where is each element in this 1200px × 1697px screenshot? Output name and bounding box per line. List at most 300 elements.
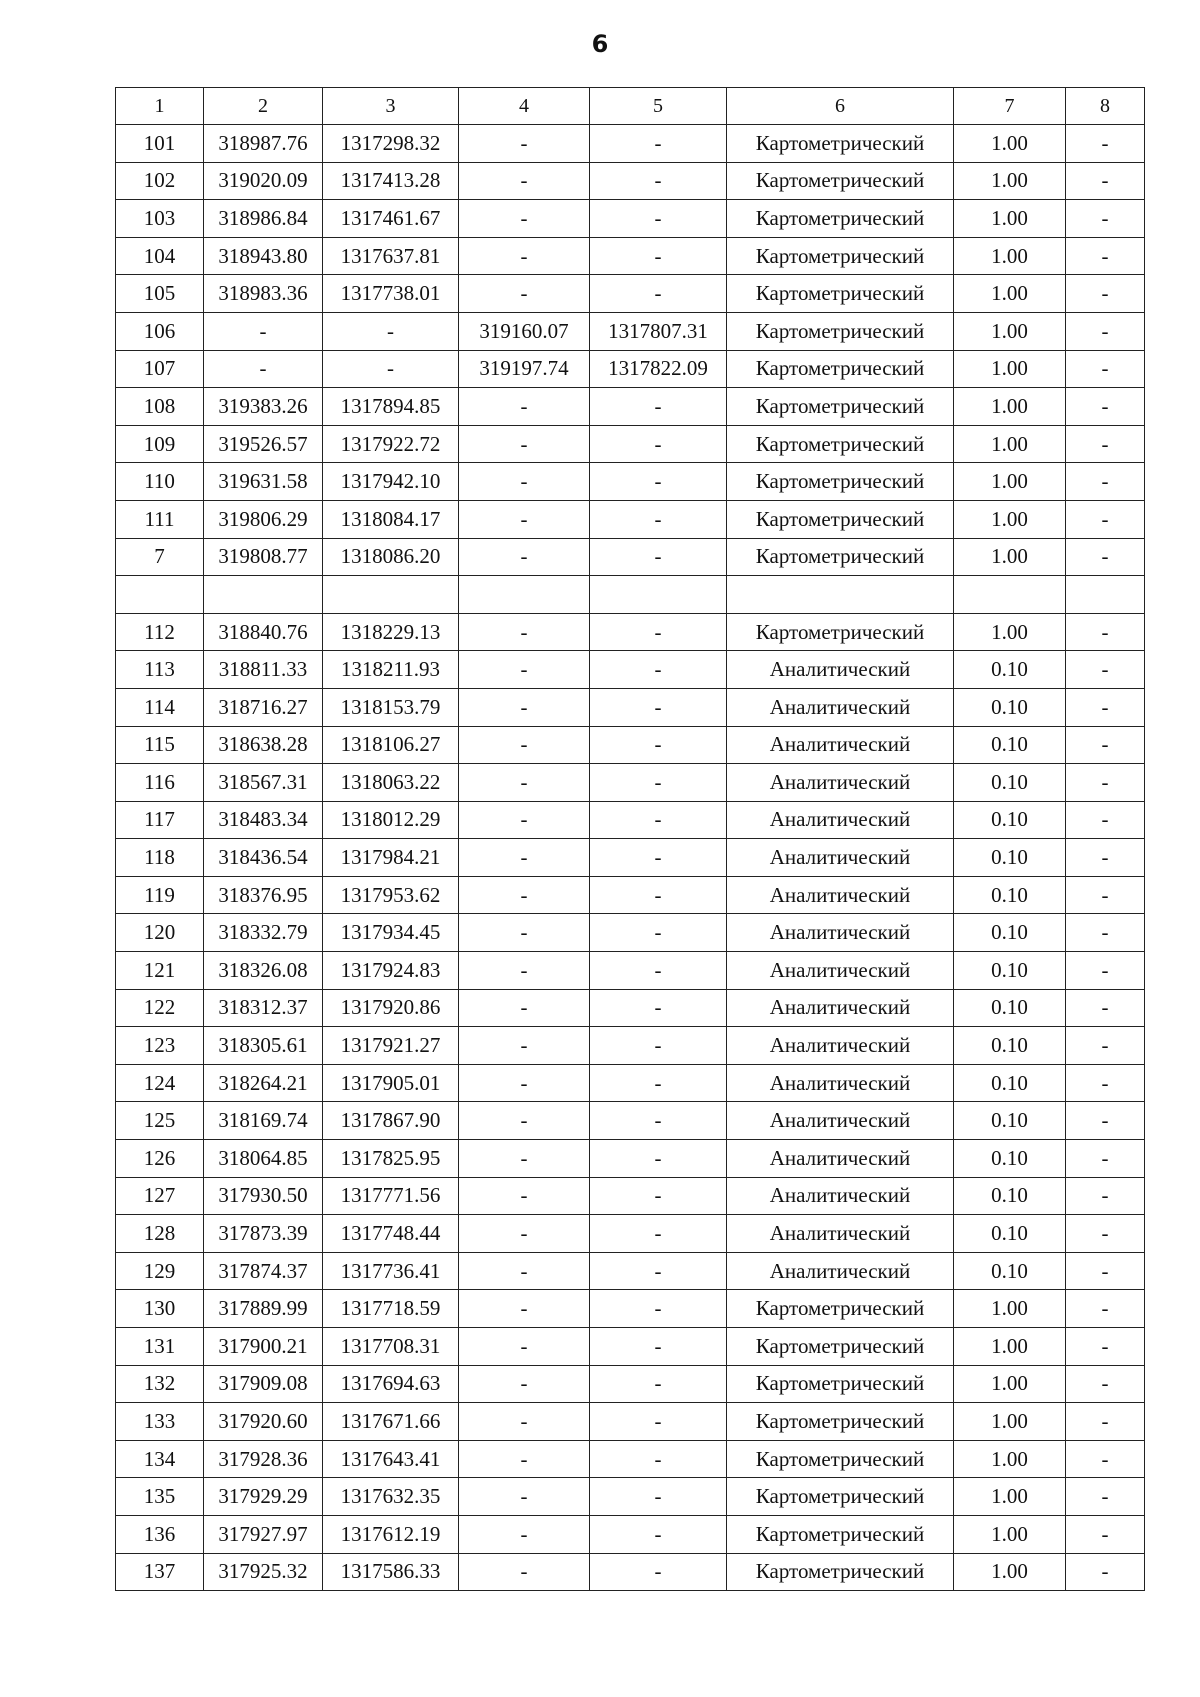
method-cell: Аналитический [727,1177,954,1215]
note-cell: - [1066,1403,1145,1441]
point-number-cell: 111 [116,500,204,538]
y-new-cell: - [590,839,727,877]
y-coordinate-cell: 1317671.66 [323,1403,459,1441]
point-number-cell: 7 [116,538,204,576]
note-cell: - [1066,1140,1145,1178]
point-number-cell: 112 [116,613,204,651]
note-cell [1066,576,1145,614]
accuracy-cell: 1.00 [954,1553,1066,1591]
note-cell: - [1066,388,1145,426]
y-new-cell: - [590,1403,727,1441]
table-row [116,651,1145,689]
point-number-cell: 127 [116,1177,204,1215]
accuracy-cell: 1.00 [954,162,1066,200]
x-coordinate-cell: - [204,350,323,388]
table-row [116,764,1145,802]
table-row [116,162,1145,200]
y-coordinate-cell: - [323,312,459,350]
y-coordinate-cell: 1317922.72 [323,425,459,463]
method-cell: Картометрический [727,350,954,388]
x-new-cell: - [459,1478,590,1516]
y-new-cell: - [590,801,727,839]
x-new-cell: 319197.74 [459,350,590,388]
method-cell: Картометрический [727,275,954,313]
y-coordinate-cell: 1317771.56 [323,1177,459,1215]
y-new-cell: 1317807.31 [590,312,727,350]
method-cell: Аналитический [727,876,954,914]
x-new-cell: - [459,1027,590,1065]
column-header: 6 [727,88,954,125]
point-number-cell: 134 [116,1440,204,1478]
y-coordinate-cell: 1317718.59 [323,1290,459,1328]
point-number-cell: 130 [116,1290,204,1328]
point-number-cell: 116 [116,764,204,802]
x-new-cell: - [459,1440,590,1478]
point-number-cell: 129 [116,1252,204,1290]
y-coordinate-cell: 1317612.19 [323,1515,459,1553]
table-row [116,350,1145,388]
y-coordinate-cell: 1317643.41 [323,1440,459,1478]
x-coordinate-cell [204,576,323,614]
x-new-cell: - [459,952,590,990]
method-cell [727,576,954,614]
y-coordinate-cell: 1317942.10 [323,463,459,501]
note-cell: - [1066,275,1145,313]
x-new-cell: - [459,989,590,1027]
method-cell: Картометрический [727,1328,954,1366]
point-number-cell: 117 [116,801,204,839]
point-number-cell: 132 [116,1365,204,1403]
x-new-cell: - [459,162,590,200]
point-number-cell: 123 [116,1027,204,1065]
y-new-cell: - [590,1140,727,1178]
method-cell: Аналитический [727,952,954,990]
method-cell: Аналитический [727,1215,954,1253]
y-new-cell: - [590,989,727,1027]
note-cell: - [1066,1365,1145,1403]
y-coordinate-cell: 1317708.31 [323,1328,459,1366]
y-new-cell: - [590,275,727,313]
accuracy-cell: 1.00 [954,1365,1066,1403]
x-coordinate-cell: 318943.80 [204,237,323,275]
note-cell: - [1066,425,1145,463]
note-cell: - [1066,1027,1145,1065]
y-new-cell: - [590,876,727,914]
x-coordinate-cell: 318986.84 [204,200,323,238]
table-row [116,200,1145,238]
note-cell: - [1066,726,1145,764]
table-row [116,1328,1145,1366]
x-coordinate-cell: 317929.29 [204,1478,323,1516]
method-cell: Аналитический [727,801,954,839]
x-new-cell: - [459,726,590,764]
method-cell: Картометрический [727,1515,954,1553]
table-row [116,1478,1145,1516]
y-new-cell: - [590,1440,727,1478]
note-cell: - [1066,801,1145,839]
accuracy-cell: 1.00 [954,1290,1066,1328]
y-coordinate-cell: 1318086.20 [323,538,459,576]
accuracy-cell: 1.00 [954,237,1066,275]
y-new-cell: - [590,613,727,651]
accuracy-cell: 1.00 [954,1328,1066,1366]
table-row [116,463,1145,501]
column-header: 3 [323,88,459,125]
table-row [116,125,1145,163]
x-coordinate-cell: 318305.61 [204,1027,323,1065]
y-new-cell: - [590,388,727,426]
y-new-cell: - [590,200,727,238]
table-row [116,876,1145,914]
y-coordinate-cell: 1317894.85 [323,388,459,426]
note-cell: - [1066,1328,1145,1366]
point-number-cell: 133 [116,1403,204,1441]
note-cell: - [1066,1102,1145,1140]
y-new-cell: - [590,1215,727,1253]
accuracy-cell: 1.00 [954,312,1066,350]
x-new-cell: - [459,1365,590,1403]
point-number-cell: 135 [116,1478,204,1516]
point-number-cell: 101 [116,125,204,163]
table-row [116,1027,1145,1065]
x-coordinate-cell: - [204,312,323,350]
x-new-cell: - [459,237,590,275]
y-coordinate-cell: 1317924.83 [323,952,459,990]
accuracy-cell: 0.10 [954,688,1066,726]
x-new-cell: - [459,425,590,463]
note-cell: - [1066,312,1145,350]
method-cell: Аналитический [727,1140,954,1178]
x-new-cell: - [459,1140,590,1178]
accuracy-cell: 1.00 [954,388,1066,426]
y-coordinate-cell: 1318084.17 [323,500,459,538]
accuracy-cell: 1.00 [954,275,1066,313]
x-new-cell: - [459,200,590,238]
x-new-cell: - [459,1553,590,1591]
accuracy-cell: 1.00 [954,1440,1066,1478]
note-cell: - [1066,200,1145,238]
x-coordinate-cell: 318264.21 [204,1064,323,1102]
accuracy-cell: 0.10 [954,989,1066,1027]
x-coordinate-cell: 317925.32 [204,1553,323,1591]
note-cell: - [1066,162,1145,200]
point-number-cell: 136 [116,1515,204,1553]
note-cell: - [1066,538,1145,576]
y-new-cell: - [590,1553,727,1591]
table-header-row [116,88,1145,125]
table-row [116,425,1145,463]
method-cell: Картометрический [727,237,954,275]
x-new-cell: - [459,1515,590,1553]
method-cell: Аналитический [727,1102,954,1140]
method-cell: Аналитический [727,839,954,877]
x-coordinate-cell: 318638.28 [204,726,323,764]
point-number-cell: 104 [116,237,204,275]
x-coordinate-cell: 318483.34 [204,801,323,839]
accuracy-cell: 0.10 [954,1102,1066,1140]
y-new-cell: - [590,1064,727,1102]
column-header: 7 [954,88,1066,125]
y-coordinate-cell: 1317413.28 [323,162,459,200]
accuracy-cell: 0.10 [954,876,1066,914]
table-body [116,125,1145,1591]
method-cell: Картометрический [727,1553,954,1591]
y-coordinate-cell: 1317586.33 [323,1553,459,1591]
x-coordinate-cell: 317927.97 [204,1515,323,1553]
x-coordinate-cell: 319806.29 [204,500,323,538]
note-cell: - [1066,989,1145,1027]
accuracy-cell: 0.10 [954,801,1066,839]
y-new-cell: - [590,651,727,689]
table-row [116,952,1145,990]
table-row [116,1252,1145,1290]
point-number-cell: 110 [116,463,204,501]
x-new-cell: - [459,914,590,952]
point-number-cell: 120 [116,914,204,952]
y-new-cell: - [590,1252,727,1290]
y-coordinate-cell: 1318153.79 [323,688,459,726]
method-cell: Картометрический [727,1365,954,1403]
point-number-cell: 131 [116,1328,204,1366]
table-row [116,1553,1145,1591]
y-new-cell: - [590,162,727,200]
x-new-cell: 319160.07 [459,312,590,350]
point-number-cell: 126 [116,1140,204,1178]
y-new-cell: - [590,726,727,764]
table-row [116,1440,1145,1478]
accuracy-cell: 0.10 [954,914,1066,952]
y-coordinate-cell: 1317632.35 [323,1478,459,1516]
note-cell: - [1066,1177,1145,1215]
note-cell: - [1066,237,1145,275]
method-cell: Картометрический [727,312,954,350]
note-cell: - [1066,876,1145,914]
x-coordinate-cell: 319526.57 [204,425,323,463]
method-cell: Аналитический [727,764,954,802]
accuracy-cell: 0.10 [954,651,1066,689]
point-number-cell: 122 [116,989,204,1027]
table-row [116,1177,1145,1215]
y-new-cell: - [590,1478,727,1516]
x-new-cell: - [459,801,590,839]
x-coordinate-cell: 317909.08 [204,1365,323,1403]
x-coordinate-cell: 318983.36 [204,275,323,313]
accuracy-cell: 1.00 [954,500,1066,538]
accuracy-cell: 0.10 [954,839,1066,877]
column-header: 4 [459,88,590,125]
y-new-cell: - [590,1290,727,1328]
x-new-cell: - [459,463,590,501]
y-coordinate-cell: 1317694.63 [323,1365,459,1403]
accuracy-cell: 0.10 [954,1252,1066,1290]
point-number-cell: 105 [116,275,204,313]
y-new-cell: - [590,1177,727,1215]
point-number-cell: 109 [116,425,204,463]
x-coordinate-cell: 318312.37 [204,989,323,1027]
y-coordinate-cell: 1318211.93 [323,651,459,689]
y-coordinate-cell: 1317905.01 [323,1064,459,1102]
accuracy-cell: 0.10 [954,1177,1066,1215]
x-coordinate-cell: 318376.95 [204,876,323,914]
x-new-cell: - [459,764,590,802]
table-row [116,1102,1145,1140]
y-new-cell: - [590,538,727,576]
table-row [116,1215,1145,1253]
point-number-cell: 128 [116,1215,204,1253]
x-coordinate-cell: 319631.58 [204,463,323,501]
table-row [116,839,1145,877]
accuracy-cell: 1.00 [954,350,1066,388]
accuracy-cell: 1.00 [954,1515,1066,1553]
table-row [116,388,1145,426]
column-header: 2 [204,88,323,125]
method-cell: Картометрический [727,200,954,238]
table-row [116,1365,1145,1403]
table-row [116,237,1145,275]
y-new-cell: - [590,1102,727,1140]
x-coordinate-cell: 318987.76 [204,125,323,163]
x-coordinate-cell: 318326.08 [204,952,323,990]
x-coordinate-cell: 319020.09 [204,162,323,200]
method-cell: Аналитический [727,726,954,764]
x-coordinate-cell: 318840.76 [204,613,323,651]
y-coordinate-cell: 1317825.95 [323,1140,459,1178]
note-cell: - [1066,125,1145,163]
point-number-cell: 125 [116,1102,204,1140]
y-coordinate-cell: 1317984.21 [323,839,459,877]
note-cell: - [1066,1553,1145,1591]
y-new-cell: - [590,1515,727,1553]
x-coordinate-cell: 318332.79 [204,914,323,952]
x-new-cell: - [459,1403,590,1441]
accuracy-cell: 0.10 [954,764,1066,802]
y-new-cell: - [590,237,727,275]
y-coordinate-cell: 1317920.86 [323,989,459,1027]
table-row [116,500,1145,538]
column-header: 8 [1066,88,1145,125]
note-cell: - [1066,1478,1145,1516]
method-cell: Аналитический [727,651,954,689]
y-coordinate-cell: 1318012.29 [323,801,459,839]
y-new-cell: 1317822.09 [590,350,727,388]
y-new-cell: - [590,125,727,163]
accuracy-cell: 1.00 [954,200,1066,238]
method-cell: Аналитический [727,989,954,1027]
y-new-cell: - [590,914,727,952]
x-new-cell: - [459,1064,590,1102]
x-coordinate-cell: 317873.39 [204,1215,323,1253]
y-coordinate-cell: 1317921.27 [323,1027,459,1065]
point-number-cell: 102 [116,162,204,200]
method-cell: Аналитический [727,1252,954,1290]
y-new-cell: - [590,952,727,990]
table-row [116,1403,1145,1441]
x-new-cell: - [459,125,590,163]
x-coordinate-cell: 317930.50 [204,1177,323,1215]
note-cell: - [1066,764,1145,802]
y-new-cell: - [590,688,727,726]
note-cell: - [1066,688,1145,726]
y-new-cell: - [590,425,727,463]
point-number-cell: 114 [116,688,204,726]
method-cell: Аналитический [727,688,954,726]
point-number-cell: 124 [116,1064,204,1102]
note-cell: - [1066,1290,1145,1328]
y-coordinate-cell [323,576,459,614]
y-coordinate-cell: 1317736.41 [323,1252,459,1290]
method-cell: Картометрический [727,538,954,576]
y-coordinate-cell: 1318229.13 [323,613,459,651]
y-coordinate-cell: 1317298.32 [323,125,459,163]
y-coordinate-cell: 1318063.22 [323,764,459,802]
method-cell: Картометрический [727,1440,954,1478]
point-number-cell: 118 [116,839,204,877]
y-coordinate-cell: 1317461.67 [323,200,459,238]
x-coordinate-cell: 319383.26 [204,388,323,426]
accuracy-cell: 1.00 [954,538,1066,576]
note-cell: - [1066,914,1145,952]
accuracy-cell: 0.10 [954,952,1066,990]
accuracy-cell: 1.00 [954,1403,1066,1441]
x-coordinate-cell: 318064.85 [204,1140,323,1178]
table-row [116,914,1145,952]
table-row [116,1140,1145,1178]
x-coordinate-cell: 318169.74 [204,1102,323,1140]
accuracy-cell: 0.10 [954,1215,1066,1253]
y-coordinate-cell: 1317953.62 [323,876,459,914]
accuracy-cell: 1.00 [954,125,1066,163]
note-cell: - [1066,651,1145,689]
y-new-cell: - [590,764,727,802]
method-cell: Картометрический [727,388,954,426]
table-row [116,538,1145,576]
y-coordinate-cell: 1317867.90 [323,1102,459,1140]
y-new-cell [590,576,727,614]
note-cell: - [1066,613,1145,651]
y-new-cell: - [590,500,727,538]
method-cell: Картометрический [727,1403,954,1441]
point-number-cell: 108 [116,388,204,426]
y-coordinate-cell: - [323,350,459,388]
point-number-cell: 121 [116,952,204,990]
table-row [116,275,1145,313]
method-cell: Картометрический [727,500,954,538]
note-cell: - [1066,839,1145,877]
note-cell: - [1066,1440,1145,1478]
y-new-cell: - [590,1365,727,1403]
x-coordinate-cell: 317928.36 [204,1440,323,1478]
y-coordinate-cell: 1317637.81 [323,237,459,275]
x-coordinate-cell: 318436.54 [204,839,323,877]
y-new-cell: - [590,1027,727,1065]
x-new-cell: - [459,688,590,726]
x-new-cell: - [459,500,590,538]
note-cell: - [1066,1515,1145,1553]
accuracy-cell: 1.00 [954,613,1066,651]
x-coordinate-cell: 317920.60 [204,1403,323,1441]
table-row [116,801,1145,839]
point-number-cell: 106 [116,312,204,350]
table-row [116,613,1145,651]
accuracy-cell [954,576,1066,614]
point-number-cell: 113 [116,651,204,689]
method-cell: Аналитический [727,1027,954,1065]
x-coordinate-cell: 318567.31 [204,764,323,802]
y-new-cell: - [590,463,727,501]
note-cell: - [1066,1215,1145,1253]
method-cell: Картометрический [727,162,954,200]
accuracy-cell: 0.10 [954,1064,1066,1102]
